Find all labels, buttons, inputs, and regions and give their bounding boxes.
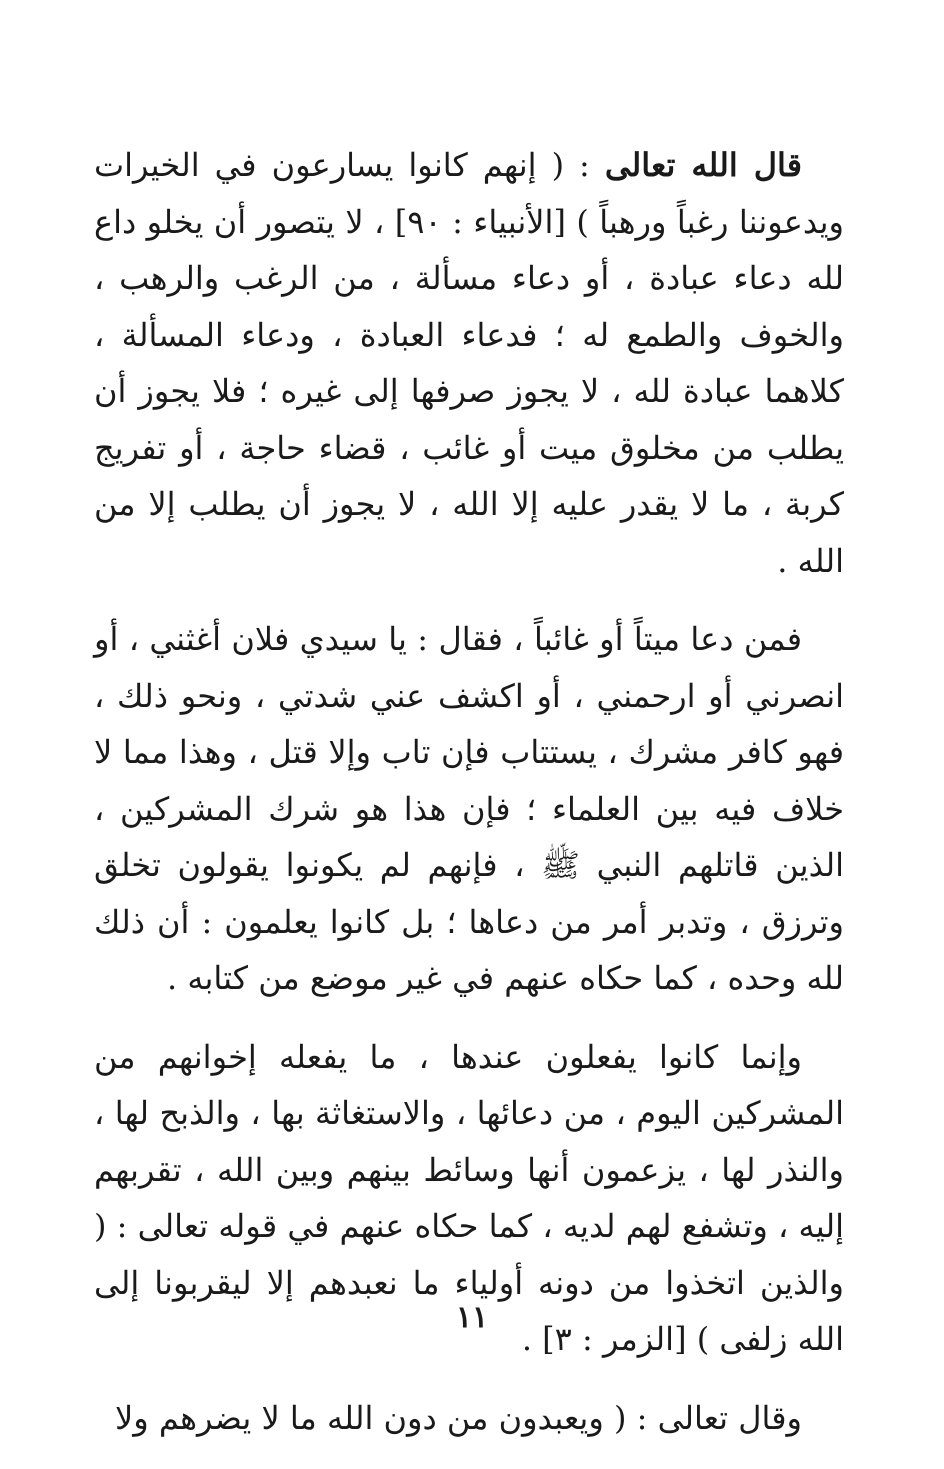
- paragraph-2: فمن دعا ميتاً أو غائباً ، فقال : يا سيدي فلان أغثني ، أو انصرني أو ارحمني ، أو اكشف عني شدتي ، ونحو ذلك ، فهو كافر مشرك ، يستتاب فإن تاب وإلا قتل ، وهذا مما لا خلاف فيه بين العلماء ؛ فإن هذا هو شرك المشركين ، الذين قاتلهم النبي ﷺ ، فإنهم لم يكونوا يقولون تخلق وترزق ، وتدبر أمر من دعاها ؛ بل كانوا يعلمون : أن ذلك لله وحده ، كما حكاه عنهم في غير موضع من كتابه .: [94, 620, 845, 997]
- paragraph-4: وقال تعالى : ( ويعبدون من دون الله ما لا يضرهم ولا: [114, 1398, 802, 1437]
- paragraph-3: وإنما كانوا يفعلون عندها ، ما يفعله إخوانهم من المشركين اليوم ، من دعائها ، والاستغاثة بها ، والذبح لها ، والنذر لها ، يزعمون أنها وسائط بينهم وبين الله ، تقربهم إليه ، وتشفع لهم لديه ، كما حكاه عنهم في قوله تعالى : ( والذين اتخذوا من دونه أولياء ما نعبدهم إلا ليقربونا إلى الله زلفى ) [الزمر : ٣] .: [94, 1037, 845, 1358]
- paragraph-1-text: : ( إنهم كانوا يسارعون في الخيرات ويدعوننا رغباً ورهباً ) [الأنبياء : ٩٠] ، لا يتصور أن يخلو داع لله دعاء عبادة ، أو دعاء مسألة ، من الرغب والرهب ، والخوف والطمع له ؛ فدعاء العبادة ، ودعاء المسألة ، كلاهما عبادة لله ، لا يجوز صرفها إلى غيره ؛ فلا يجوز أن يطلب من مخلوق ميت أو غائب ، قضاء حاجة ، أو تفريج كربة ، ما لا يقدر عليه إلا الله ، لا يجوز أن يطلب إلا من الله .: [94, 146, 845, 580]
- paragraph-1-lead: قال الله تعالى: [604, 146, 803, 184]
- paragraph-1: [94, 137, 844, 589]
- page-number: ١١: [455, 1300, 489, 1335]
- page-body: [94, 112, 844, 1446]
